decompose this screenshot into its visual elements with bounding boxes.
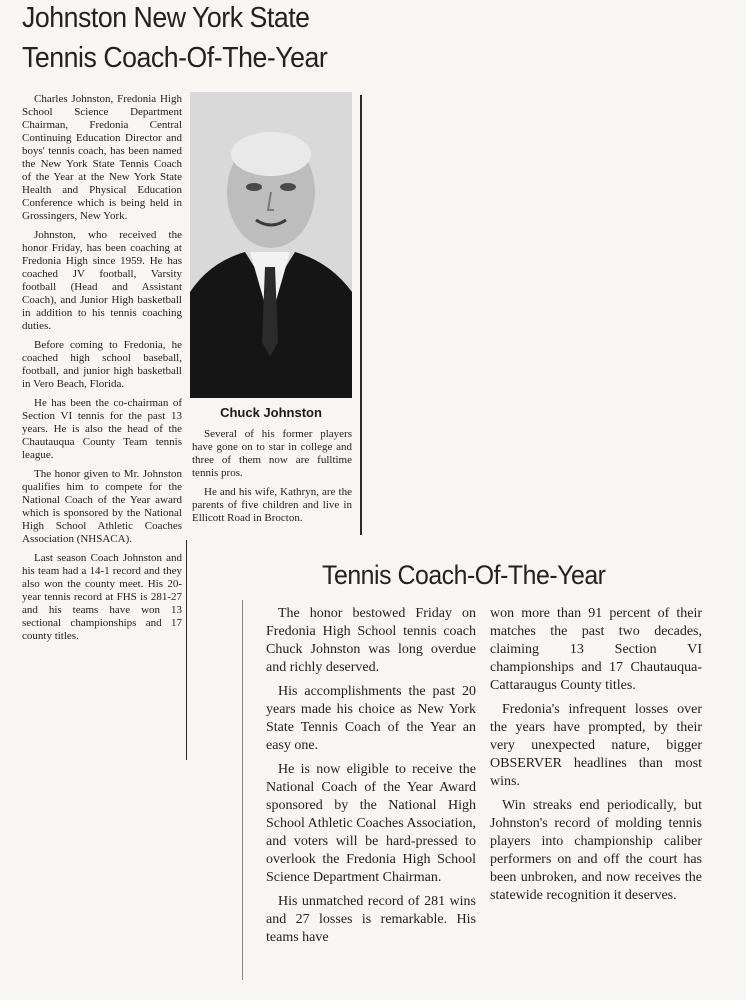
column-rule: [242, 600, 243, 980]
article-paragraph: Last season Coach Johnston and his team had a 14-1 record and they also won the county meet. His 20-year tennis record at FHS is 281-27 and his teams have won 13 sectional championships and 17 county titles.: [22, 552, 182, 642]
headline-line-1: Johnston New York State: [22, 2, 310, 34]
article-paragraph: He and his wife, Kathryn, are the parents of five children and live in Ellicott Road in Brocton.: [192, 486, 352, 524]
article-paragraph: Charles Johnston, Fredonia High School Science Department Chairman, Fredonia Central Continuing Education Director and boys' tennis coach, has been named the New York State Tennis Coach of the Year at the New York State Health and Physical Education Conference which is being held in Grossingers, New York.: [22, 93, 182, 222]
editorial-title: Tennis Coach-Of-The-Year: [322, 560, 606, 590]
column-rule: [360, 95, 362, 535]
editorial-paragraph: His unmatched record of 281 wins and 27 losses is remarkable. His teams have: [266, 894, 476, 945]
editorial-paragraph: His accomplishments the past 20 years made his choice as New York State Tennis Coach of the Year an easy one.: [266, 684, 476, 753]
column-rule: [186, 540, 187, 760]
caption-column: [192, 428, 352, 531]
editorial-paragraph: won more than 91 percent of their matches the past two decades, claiming 13 Section VI championships and 17 Chautauqua-Cattaraugus County titles.: [490, 606, 702, 693]
article-paragraph: Several of his former players have gone on to star in college and three of them now are fulltime tennis pros.: [192, 428, 352, 479]
article-left-column: [22, 93, 182, 649]
editorial-paragraph: He is now eligible to receive the National Coach of the Year Award sponsored by the National High School Athletic Coaches Association, and voters will be hard-pressed to overlook the Fredonia High School Science Department Chairman.: [266, 762, 476, 885]
editorial-paragraph: The honor bestowed Friday on Fredonia High School tennis coach Chuck Johnston was long overdue and richly deserved.: [266, 606, 476, 675]
editorial-paragraph: Fredonia's infrequent losses over the years have prompted, by their very unexpected nature, bigger OBSERVER headlines than most wins.: [490, 702, 702, 789]
portrait-photo: [190, 92, 352, 398]
editorial-column-2: [490, 605, 702, 911]
editorial-paragraph: Win streaks end periodically, but Johnston's record of molding tennis players into championship caliber performers on and off the court has been unbroken, and now receives the statewide recognition it deserves.: [490, 798, 702, 903]
portrait-illustration: [190, 92, 352, 398]
photo-caption: Chuck Johnston: [220, 405, 322, 420]
article-paragraph: Before coming to Fredonia, he coached high school baseball, football, and junior high basketball in Vero Beach, Florida.: [22, 339, 182, 390]
editorial-column-1: [266, 605, 476, 953]
article-paragraph: He has been the co-chairman of Section VI tennis for the past 13 years. He is also the head of the Chautauqua County Team tennis league.: [22, 397, 182, 461]
article-paragraph: Johnston, who received the honor Friday, has been coaching at Fredonia High since 1959. He has coached JV football, Varsity football (Head and Assistant Coach), and Junior High basketball in addition to his tennis coaching duties.: [22, 229, 182, 332]
article-paragraph: The honor given to Mr. Johnston qualifies him to compete for the National Coach of the Year award which is sponsored by the National High School Athletic Coaches Association (NHSACA).: [22, 468, 182, 545]
headline-line-2: Tennis Coach-Of-The-Year: [22, 42, 328, 74]
